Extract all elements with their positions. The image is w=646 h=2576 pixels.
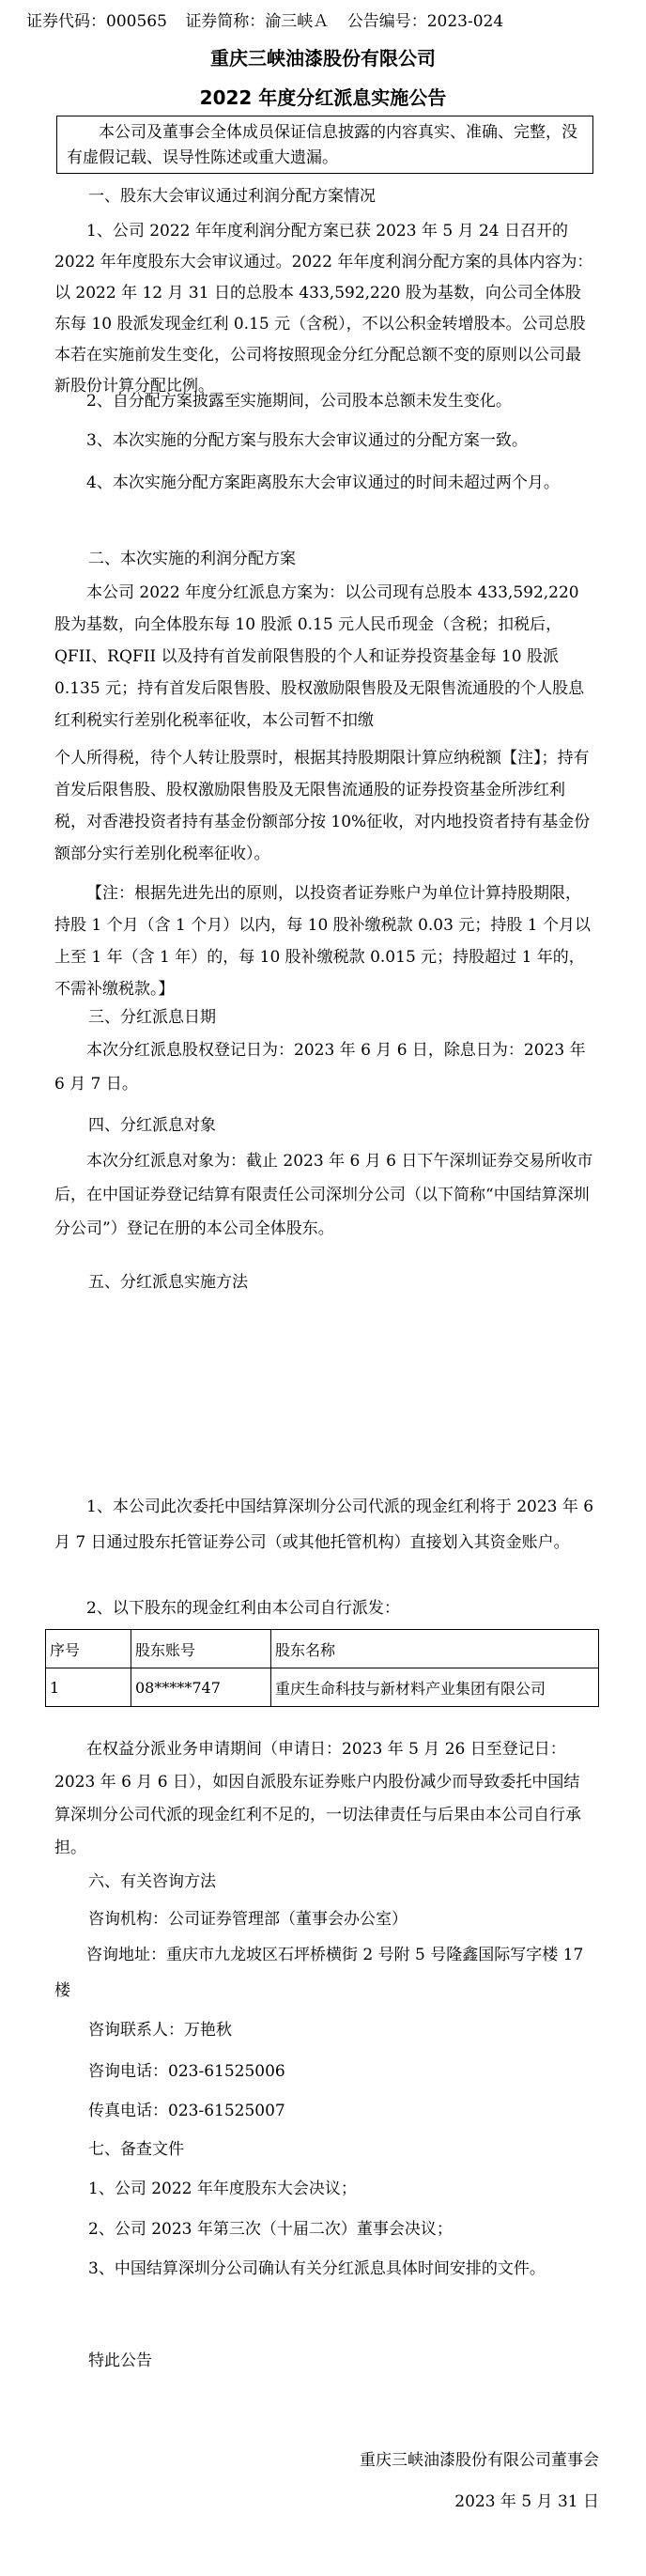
consult-org: 咨询机构：公司证券管理部（董事会办公室） <box>88 1910 408 1929</box>
table-row <box>46 1668 599 1707</box>
document-item-2: 2、公司 2023 年第三次（十届二次）董事会决议； <box>88 2220 453 2239</box>
consult-contact: 咨询联系人：万艳秋 <box>88 2021 232 2040</box>
section5-paragraph-2: 2、以下股东的现金红利由本公司自行派发： <box>86 1599 400 1618</box>
notice-number: 公告编号：2023-024 <box>346 12 504 31</box>
table-header-seq: 序号 <box>46 1630 131 1668</box>
table-header-account: 股东账号 <box>131 1630 271 1668</box>
table-header-row <box>46 1630 599 1668</box>
document-item-3: 3、中国结算深圳分公司确认有关分红派息具体时间安排的文件。 <box>88 2259 546 2278</box>
section1-paragraph-1: 1、公司 2022 年年度利润分配方案已获 2023 年 5 月 24 日召开的 2022 年年度股东大会审议通过。2022 年年度利润分配方案的具体内容为：以 2022 年 12 月 31 日的总股本 433,592,220 股为基数，向公司全体股东每 10 股派发现金红利 0.15 元（含税），不以公积金转增股本。公司总股本若在实施前发生变化，公司将按照现金分红分配总额不变的原则以公司最新股份计算分配比例。 <box>54 222 593 396</box>
table-cell-seq: 1 <box>46 1668 131 1707</box>
section5-paragraph-3: 在权益分派业务申请期间（申请日：2023 年 5 月 26 日至登记日：2023 年 6 月 6 日），如因自派股东证券账户内股份减少而导致委托中国结算深圳分公司代派的现金红利不足的，一切法律责任与后果由本公司自行承担。 <box>54 1740 581 1857</box>
section1-paragraph-4: 4、本次实施分配方案距离股东大会审议通过的时间未超过两个月。 <box>86 473 560 492</box>
company-title: 重庆三峡油漆股份有限公司 <box>210 47 436 70</box>
table-cell-name: 重庆生命科技与新材料产业集团有限公司 <box>271 1668 599 1707</box>
consult-phone: 咨询电话：023-61525006 <box>88 2062 285 2081</box>
disclaimer-box <box>56 116 593 174</box>
table-cell-account: 08*****747 <box>131 1668 271 1707</box>
stock-short-name: 证券简称：渝三峡Ａ <box>185 12 330 31</box>
table-header-name: 股东名称 <box>271 1630 599 1668</box>
stock-code: 证券代码：000565 <box>26 12 167 31</box>
section7-heading: 七、备查文件 <box>88 2140 184 2159</box>
closing-statement: 特此公告 <box>88 2351 152 2370</box>
signer: 重庆三峡油漆股份有限公司董事会 <box>360 2451 599 2470</box>
self-distribution-table <box>45 1629 599 1707</box>
document-item-1: 1、公司 2022 年年度股东大会决议； <box>88 2180 357 2198</box>
section4-paragraph-1: 本次分红派息对象为：截止 2023 年 6 月 6 日下午深圳证券交易所收市后，在中国证券登记结算有限责任公司深圳分公司（以下简称“中国结算深圳分公司”）登记在册的本公司全体股东。 <box>54 1152 593 1238</box>
section6-heading: 六、有关咨询方法 <box>88 1872 216 1891</box>
section1-heading: 一、股东大会审议通过利润分配方案情况 <box>88 187 376 206</box>
section2-paragraph-2: 个人所得税，待个人转让股票时，根据其持股期限计算应纳税额【注】；持有首发后限售股、股权激励限售股及无限售流通股的证券投资基金所涉红利税，对香港投资者持有基金份额部分按 10%征收，对内地投资者持有基金份额部分实行差别化税率征收）。 <box>54 749 591 863</box>
consult-fax: 传真电话：023-61525007 <box>88 2102 285 2120</box>
consult-address: 咨询地址：重庆市九龙坡区石坪桥横街 2 号附 5 号隆鑫国际写字楼 17 楼 <box>54 1946 584 2000</box>
section1-paragraph-2: 2、自分配方案披露至实施期间，公司股本总额未发生变化。 <box>86 392 512 411</box>
section5-paragraph-1: 1、本公司此次委托中国结算深圳分公司代派的现金红利将于 2023 年 6 月 7 日通过股东托管证券公司（或其他托管机构）直接划入其资金账户。 <box>54 1497 594 1552</box>
section3-heading: 三、分红派息日期 <box>88 1008 216 1027</box>
disclaimer-text: 本公司及董事会全体成员保证信息披露的内容真实、准确、完整，没有虚假记载、误导性陈述或重大遗漏。 <box>67 123 577 167</box>
section5-heading: 五、分红派息实施方法 <box>88 1273 248 1292</box>
header-meta <box>26 8 516 31</box>
section2-note: 【注：根据先进先出的原则，以投资者证券账户为单位计算持股期限，持股 1 个月（含 1 个月）以内，每 10 股补缴税款 0.03 元；持股 1 个月以上至 1 年（含 1 年）的，每 10 股补缴税款 0.015 元；持股超过 1 年的，不需补缴税款。】 <box>54 884 591 999</box>
section2-paragraph-1: 本公司 2022 年度分红派息方案为：以公司现有总股本 433,592,220 股为基数，向全体股东每 10 股派 0.15 元人民币现金（含税；扣税后，QFII、RQFII 以及持有首发前限售股的个人和证券投资基金每 10 股派 0.135 元；持有首发后限售股、股权激励限售股及无限售流通股的个人股息红利税实行差别化税率征收，本公司暂不扣缴 <box>54 583 585 730</box>
section2-heading: 二、本次实施的利润分配方案 <box>88 550 296 568</box>
section1-paragraph-3: 3、本次实施的分配方案与股东大会审议通过的分配方案一致。 <box>86 431 528 450</box>
announcement-title: 2022 年度分红派息实施公告 <box>199 86 447 109</box>
section4-heading: 四、分红派息对象 <box>88 1116 216 1135</box>
section3-paragraph-1: 本次分红派息股权登记日为：2023 年 6 月 6 日，除息日为：2023 年 6 月 7 日。 <box>54 1041 586 1094</box>
sign-date: 2023 年 5 月 31 日 <box>454 2492 599 2511</box>
